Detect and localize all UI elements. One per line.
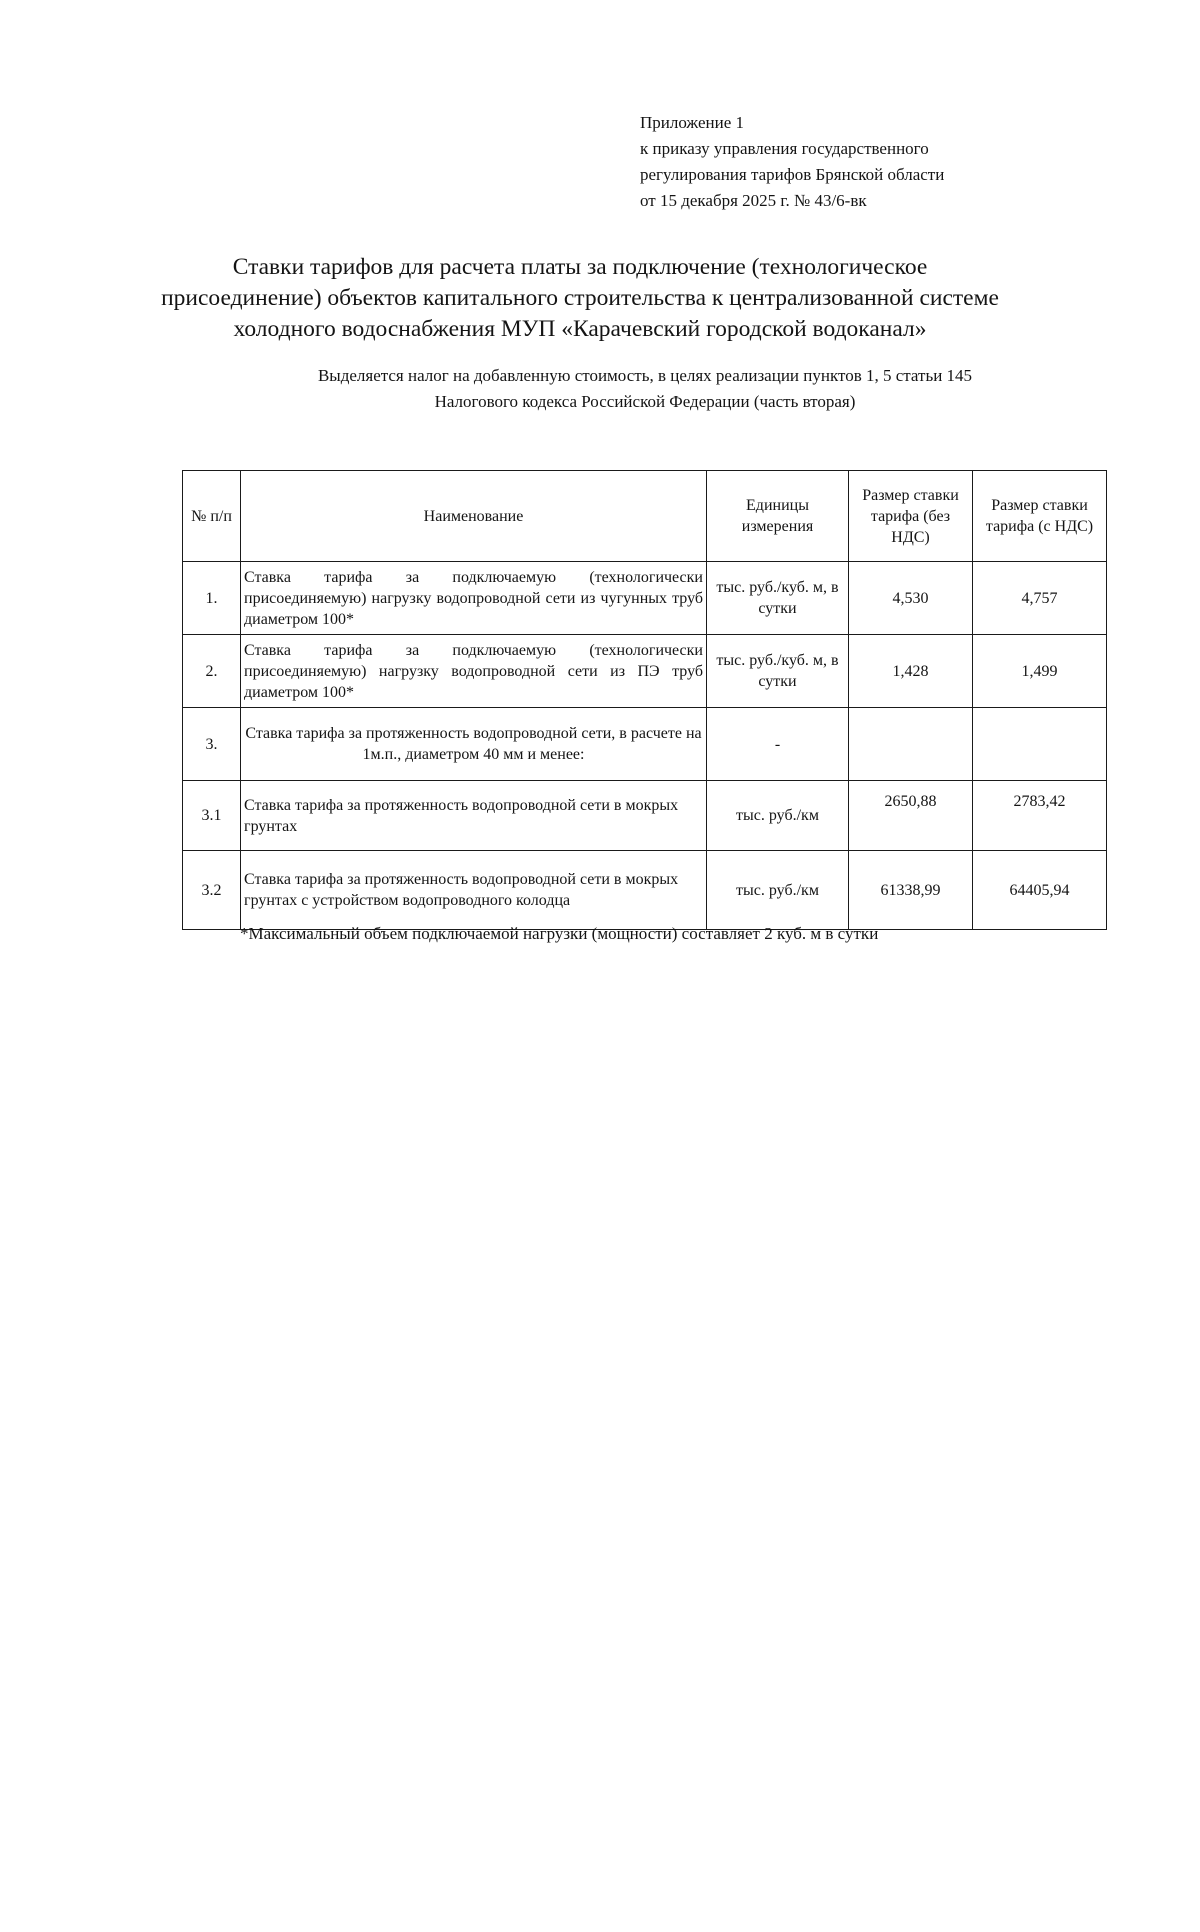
cell-name: Ставка тарифа за протяженность водопроводной сети в мокрых грунтах	[241, 781, 707, 851]
appendix-line-1: Приложение 1	[640, 113, 744, 132]
cell-unit: тыс. руб./км	[707, 851, 849, 930]
cell-name: Ставка тарифа за подключаемую (технологически присоединяемую) нагрузку водопроводной сети из ПЭ труб диаметром 100*	[241, 635, 707, 708]
table-row	[183, 708, 1107, 781]
cell-num: 1.	[183, 562, 241, 635]
document-title: Ставки тарифов для расчета платы за подключение (технологическое присоединение) объектов капитального строительства к централизованной системе холодного водоснабжения МУП «Карачевский городской водоканал»	[161, 254, 999, 342]
cell-rate-no-vat: 2650,88	[849, 781, 973, 851]
cell-num: 2.	[183, 635, 241, 708]
appendix-line-3: регулирования тарифов Брянской области	[640, 165, 945, 184]
cell-rate-no-vat: 1,428	[849, 635, 973, 708]
vat-note-line-2: Налогового кодекса Российской Федерации (часть вторая)	[434, 392, 856, 411]
vat-note-line-1: Выделяется налог на добавленную стоимость, в целях реализации пунктов 1, 5 статьи 145	[317, 366, 973, 385]
footnote: *Максимальный объем подключаемой нагрузки (мощности) составляет 2 куб. м в сутки	[240, 924, 879, 943]
cell-rate-vat	[973, 708, 1107, 781]
vat-note	[230, 363, 1060, 415]
tariff-table	[182, 470, 1107, 930]
appendix-line-2: к приказу управления государственного	[640, 139, 929, 158]
header-name: Наименование	[241, 471, 707, 562]
cell-unit: тыс. руб./куб. м, в сутки	[707, 562, 849, 635]
cell-unit: тыс. руб./км	[707, 781, 849, 851]
header-num: № п/п	[183, 471, 241, 562]
cell-num: 3.	[183, 708, 241, 781]
cell-unit: -	[707, 708, 849, 781]
cell-num: 3.1	[183, 781, 241, 851]
cell-rate-no-vat: 4,530	[849, 562, 973, 635]
cell-rate-vat: 4,757	[973, 562, 1107, 635]
cell-num: 3.2	[183, 851, 241, 930]
cell-rate-vat: 64405,94	[973, 851, 1107, 930]
cell-rate-no-vat: 61338,99	[849, 851, 973, 930]
cell-rate-vat: 1,499	[973, 635, 1107, 708]
table-row	[183, 851, 1107, 930]
cell-name: Ставка тарифа за протяженность водопроводной сети в мокрых грунтах с устройством водопроводного колодца	[241, 851, 707, 930]
header-rate-no-vat: Размер ставки тарифа (без НДС)	[849, 471, 973, 562]
header-rate-vat: Размер ставки тарифа (с НДС)	[973, 471, 1107, 562]
appendix-line-4: от 15 декабря 2025 г. № 43/6-вк	[640, 191, 867, 210]
cell-rate-no-vat	[849, 708, 973, 781]
table-header-row	[183, 471, 1107, 562]
header-unit: Единицы измерения	[707, 471, 849, 562]
appendix-header	[640, 110, 944, 214]
cell-rate-vat: 2783,42	[973, 781, 1107, 851]
cell-name: Ставка тарифа за протяженность водопроводной сети, в расчете на 1м.п., диаметром 40 мм и менее:	[241, 708, 707, 781]
table-row	[183, 635, 1107, 708]
table-row	[183, 562, 1107, 635]
table-row	[183, 781, 1107, 851]
cell-name: Ставка тарифа за подключаемую (технологически присоединяемую) нагрузку водопроводной сети из чугунных труб диаметром 100*	[241, 562, 707, 635]
cell-unit: тыс. руб./куб. м, в сутки	[707, 635, 849, 708]
